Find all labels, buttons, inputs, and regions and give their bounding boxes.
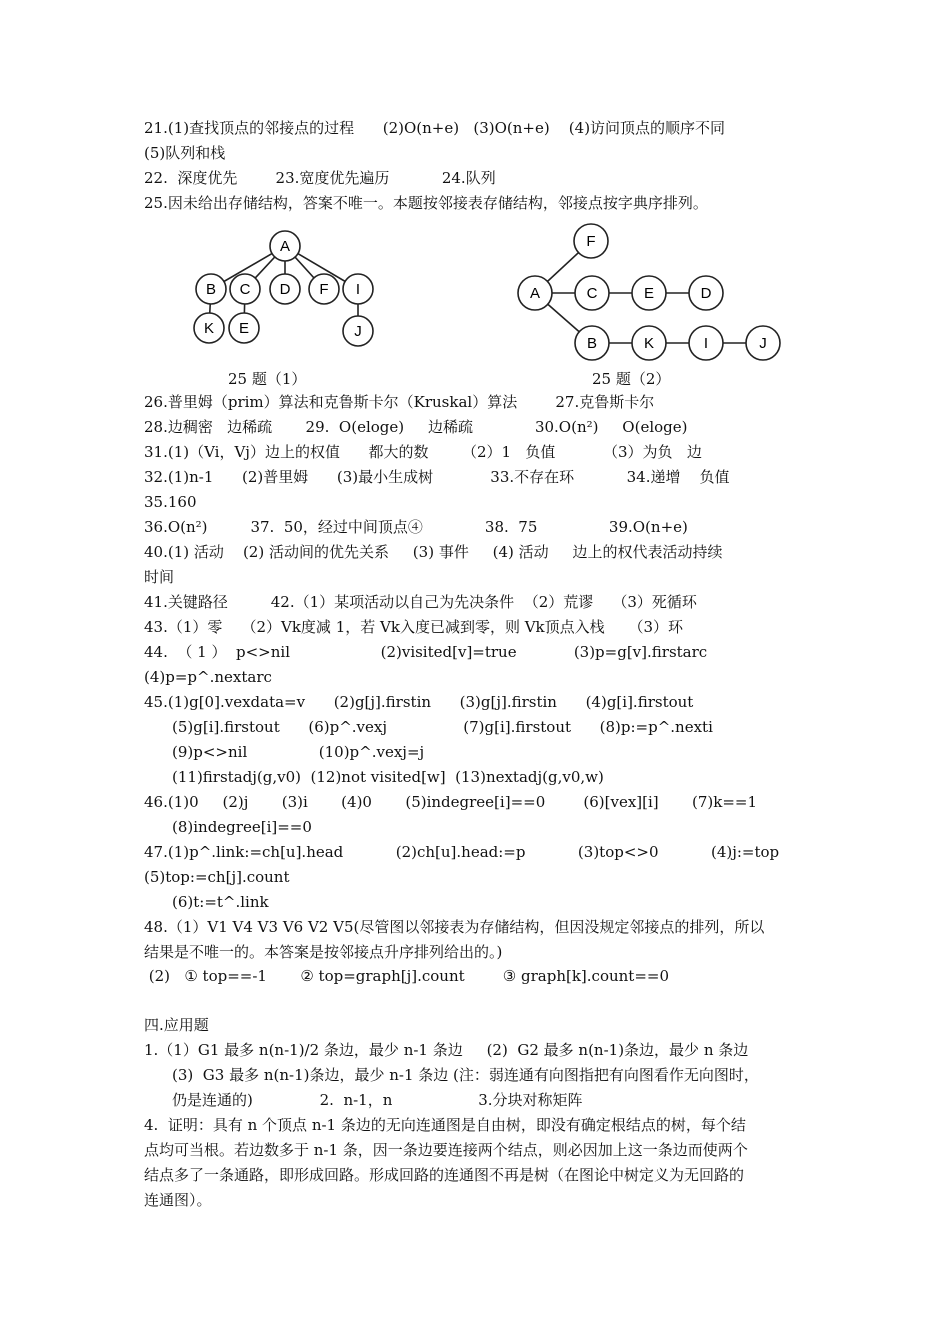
- answer-line-41-42: 41.关键路径 42.（1）某项活动以自己为先决条件 （2）荒谬 （3）死循环: [144, 593, 697, 611]
- answer-line-32-34: 32.(1)n-1 (2)普里姆 (3)最小生成树 33.不存在环 34.递增 负值: [144, 468, 730, 486]
- node-E: [632, 276, 666, 310]
- answer-line-25: 25.因未给出存储结构，答案不唯一。本题按邻接表存储结构，邻接点按字典序排列。: [144, 194, 708, 212]
- answer-line-26-27: 26.普里姆（prim）算法和克鲁斯卡尔（Kruskal）算法 27.克鲁斯卡尔: [144, 393, 655, 411]
- application-line-4-b: 点均可当根。若边数多于 n-1 条，因一条边要连接两个结点，则必因加上这一条边而使两个: [144, 1141, 748, 1159]
- answer-line-47-b: (5)top:=ch[j].count: [144, 868, 290, 886]
- node-A: [518, 276, 552, 310]
- node-A: [270, 231, 300, 261]
- answer-line-40: 40.(1) 活动 (2) 活动间的优先关系 (3) 事件 (4) 活动 边上的权代表活动持续: [144, 543, 723, 561]
- answer-line-46: 46.(1)0 (2)j (3)i (4)0 (5)indegree[i]==0 (6)[vex][i] (7)k==1: [144, 793, 758, 811]
- node-J: [746, 326, 780, 360]
- node-E: [229, 313, 259, 343]
- svg-text:K: K: [643, 335, 655, 352]
- answer-line-28-30: 28.边稠密 边稀疏 29. O(eloge) 边稀疏 30.O(n²) O(eloge): [144, 418, 688, 436]
- svg-text:I: I: [355, 281, 361, 298]
- node-D: [689, 276, 723, 310]
- svg-text:E: E: [643, 285, 655, 302]
- figure-caption-1: 25 题（1）: [228, 370, 307, 388]
- answer-line-36-39: 36.O(n²) 37. 50，经过中间顶点④ 38. 75 39.O(n+e): [144, 518, 688, 536]
- node-B: [196, 274, 226, 304]
- application-line-4-d: 连通图）。: [144, 1191, 212, 1209]
- answer-line-45-d: (11)firstadj(g,v0) (12)not visited[w] (13)nextadj(g,v0,w): [172, 768, 604, 786]
- svg-text:A: A: [529, 285, 541, 302]
- node-C: [575, 276, 609, 310]
- application-line-4-c: 结点多了一条通路，即形成回路。形成回路的连通图不再是树（在图论中树定义为无回路的: [144, 1166, 745, 1184]
- svg-text:K: K: [203, 320, 215, 337]
- node-I: [343, 274, 373, 304]
- svg-text:D: D: [279, 281, 291, 298]
- answer-line-40-cont: 时间: [144, 568, 175, 586]
- answer-line-48: 48.（1）V1 V4 V3 V6 V2 V5(尽管图以邻接表为存储结构，但因没规定邻接点的排列，所以: [144, 918, 765, 936]
- svg-text:J: J: [354, 323, 362, 340]
- answer-line-45-c: (9)p<>nil (10)p^.vexj=j: [172, 743, 425, 761]
- svg-text:F: F: [586, 233, 596, 250]
- application-line-1-b: (3) G3 最多 n(n-1)条边，最少 n-1 条边 (注：弱连通有向图指把有向图看作无向图时，: [172, 1066, 759, 1084]
- node-K: [632, 326, 666, 360]
- answer-line-45: 45.(1)g[0].vexdata=v (2)g[j].firstin (3)g[j].firstin (4)g[i].firstout: [144, 693, 694, 711]
- application-line-4: 4. 证明：具有 n 个顶点 n-1 条边的无向连通图是自由树，即没有确定根结点的树，每个结: [144, 1116, 746, 1134]
- svg-text:C: C: [239, 281, 251, 298]
- answer-line-47: 47.(1)p^.link:=ch[u].head (2)ch[u].head:=p (3)top<>0 (4)j:=top: [144, 843, 780, 861]
- svg-text:A: A: [279, 238, 291, 255]
- svg-text:B: B: [586, 335, 598, 352]
- svg-text:D: D: [700, 285, 712, 302]
- node-J: [343, 316, 373, 346]
- svg-text:B: B: [205, 281, 217, 298]
- node-D: [270, 274, 300, 304]
- node-B: [575, 326, 609, 360]
- answer-line-46-cont: (8)indegree[i]==0: [172, 818, 312, 836]
- svg-text:I: I: [703, 335, 709, 352]
- node-K: [194, 313, 224, 343]
- answer-line-44-cont: (4)p=p^.nextarc: [144, 668, 272, 686]
- answer-line-31: 31.(1)（Vi，Vj）边上的权值 都大的数 （2）1 负值 （3）为负 边: [144, 443, 702, 461]
- answer-line-21-cont: (5)队列和栈: [144, 144, 226, 162]
- application-line-1: 1.（1）G1 最多 n(n-1)/2 条边，最少 n-1 条边 (2) G2 最多 n(n-1)条边，最少 n 条边: [144, 1041, 749, 1059]
- answer-line-48-2: (2) ① top==-1 ② top=graph[j].count ③ graph[k].count==0: [144, 967, 670, 985]
- answer-line-47-c: (6)t:=t^.link: [172, 893, 269, 911]
- answer-line-43: 43.（1）零 （2）Vk度减 1，若 Vk入度已减到零，则 Vk顶点入栈 （3）环: [144, 618, 684, 636]
- node-F: [309, 274, 339, 304]
- application-line-2-3: 仍是连通的) 2. n-1，n 3.分块对称矩阵: [172, 1091, 583, 1109]
- svg-text:E: E: [238, 320, 250, 337]
- figure-caption-2: 25 题（2）: [592, 370, 671, 388]
- figure-25-2-tree: [505, 218, 805, 363]
- node-C: [230, 274, 260, 304]
- answer-line-35: 35.160: [144, 493, 197, 511]
- node-F: [574, 224, 608, 258]
- answer-line-48-cont: 结果是不唯一的。本答案是按邻接点升序排列给出的。): [144, 943, 503, 961]
- answer-line-21: 21.(1)查找顶点的邻接点的过程 (2)O(n+e) (3)O(n+e) (4)访问顶点的顺序不同: [144, 119, 726, 137]
- answer-line-45-b: (5)g[i].firstout (6)p^.vexj (7)g[i].firstout (8)p:=p^.nexti: [172, 718, 713, 736]
- answer-line-22-24: 22. 深度优先 23.宽度优先遍历 24.队列: [144, 169, 496, 187]
- figure-25-1-tree: [180, 222, 400, 357]
- svg-text:C: C: [586, 285, 598, 302]
- answer-line-44: 44. （ 1 ） p<>nil (2)visited[v]=true (3)p=g[v].firstarc: [144, 643, 708, 661]
- svg-text:F: F: [319, 281, 329, 298]
- svg-text:J: J: [759, 335, 767, 352]
- node-I: [689, 326, 723, 360]
- section-heading-applications: 四.应用题: [144, 1016, 209, 1034]
